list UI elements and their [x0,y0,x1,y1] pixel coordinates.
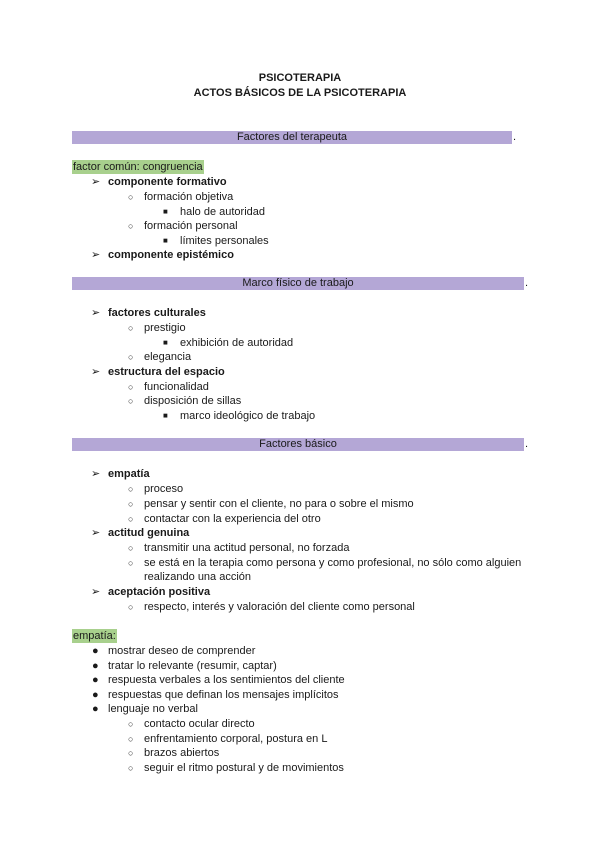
list-item: aceptación positiva [108,586,211,598]
list-item: formación personal [144,220,238,232]
list-item: pensar y sentir con el cliente, no para o sobre el mismo [144,498,414,510]
list-item: actitud genuina [108,527,190,539]
circle-bullet-icon: ○ [128,221,134,231]
list-item: contactar con la experiencia del otro [144,513,321,525]
list-item: marco ideológico de trabajo [180,410,316,422]
dot-bullet-icon: ● [92,645,99,657]
list-item: formación objetiva [144,191,234,203]
section-heading-text: Factores básico [259,438,337,450]
heading-end-mark: . [524,438,528,450]
list-item: componente formativo [108,176,227,188]
circle-bullet-icon: ○ [128,602,134,612]
list-item: halo de autoridad [180,206,266,218]
list-item-continuation: realizando una acción [144,571,252,583]
list-item: contacto ocular directo [144,718,255,730]
list-item: respuesta verbales a los sentimientos del cliente [108,674,345,686]
square-bullet-icon: ■ [163,207,168,216]
circle-bullet-icon: ○ [128,192,134,202]
arrow-bullet-icon: ➢ [91,527,101,539]
circle-bullet-icon: ○ [128,499,134,509]
list-item: funcionalidad [144,381,209,393]
list-item: límites personales [180,235,269,247]
section-heading-terapeuta [72,131,516,144]
list-item: respecto, interés y valoración del cliente como personal [144,601,415,613]
square-bullet-icon: ■ [163,236,168,245]
heading-end-mark: . [512,131,516,143]
list-item: seguir el ritmo postural y de movimientos [144,762,344,774]
tag-empatia: empatía: [73,630,116,642]
list-item: enfrentamiento corporal, postura en L [144,733,328,745]
circle-bullet-icon: ○ [128,748,134,758]
list-item: empatía [108,468,150,480]
circle-bullet-icon: ○ [128,323,134,333]
heading-end-mark: . [524,277,528,289]
circle-bullet-icon: ○ [128,558,134,568]
list-item: componente epistémico [108,249,234,261]
list-item: prestigio [144,322,186,334]
list-item: se está en la terapia como persona y como profesional, no sólo como alguien [144,557,522,569]
circle-bullet-icon: ○ [128,396,134,406]
square-bullet-icon: ■ [163,338,168,347]
circle-bullet-icon: ○ [128,484,134,494]
section-heading-text: Marco físico de trabajo [242,277,354,289]
circle-bullet-icon: ○ [128,763,134,773]
list-item: elegancia [144,351,192,363]
list-item: respuestas que definan los mensajes implícitos [108,689,339,701]
arrow-bullet-icon: ➢ [91,307,101,319]
circle-bullet-icon: ○ [128,514,134,524]
square-bullet-icon: ■ [163,411,168,420]
circle-bullet-icon: ○ [128,382,134,392]
dot-bullet-icon: ● [92,689,99,701]
page-subtitle: ACTOS BÁSICOS DE LA PSICOTERAPIA [193,87,407,99]
arrow-bullet-icon: ➢ [91,586,101,598]
section-heading-marco [72,277,528,290]
list-item: exhibición de autoridad [180,337,294,349]
dot-bullet-icon: ● [92,674,99,686]
list-item: transmitir una actitud personal, no forzada [144,542,350,554]
dot-bullet-icon: ● [92,703,99,715]
list-item: tratar lo relevante (resumir, captar) [108,660,277,672]
list-item: mostrar deseo de comprender [108,645,256,657]
list-item: disposición de sillas [144,395,242,407]
list-item: proceso [144,483,184,495]
arrow-bullet-icon: ➢ [91,249,101,261]
section-heading-text: Factores del terapeuta [236,131,348,143]
circle-bullet-icon: ○ [128,352,134,362]
circle-bullet-icon: ○ [128,719,134,729]
page-title: PSICOTERAPIA [258,72,342,84]
list-item: brazos abiertos [144,747,220,759]
list-item: lenguaje no verbal [108,703,198,715]
arrow-bullet-icon: ➢ [91,366,101,378]
dot-bullet-icon: ● [92,660,99,672]
arrow-bullet-icon: ➢ [91,176,101,188]
arrow-bullet-icon: ➢ [91,468,101,480]
tag-congruencia: factor común: congruencia [73,161,203,173]
section-heading-basico [72,438,528,451]
circle-bullet-icon: ○ [128,543,134,553]
list-item: factores culturales [108,307,206,319]
list-item: estructura del espacio [108,366,225,378]
circle-bullet-icon: ○ [128,734,134,744]
